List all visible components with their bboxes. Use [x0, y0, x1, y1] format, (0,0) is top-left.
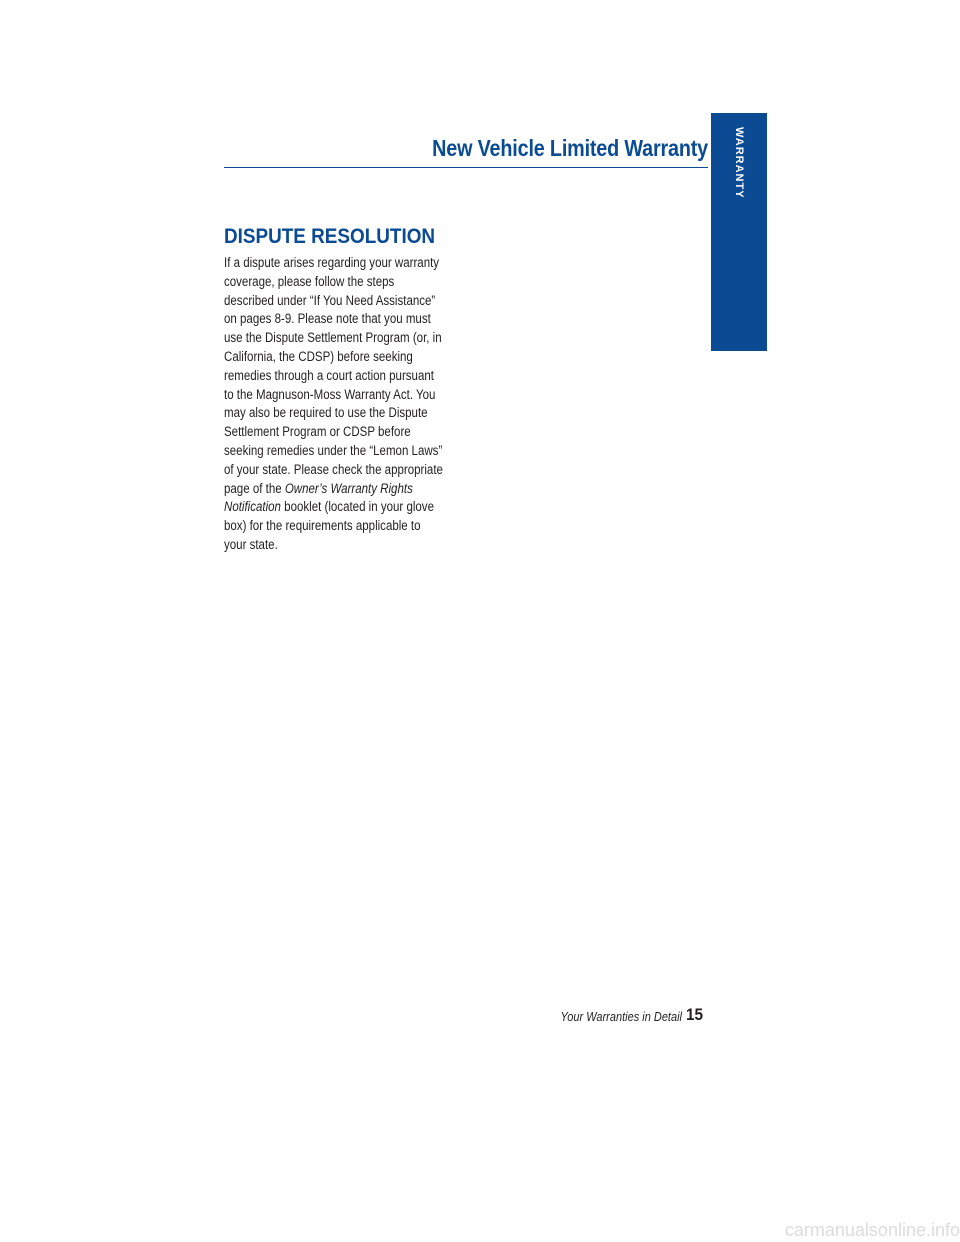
- page-header-title: New Vehicle Limited Warranty: [432, 135, 708, 161]
- watermark: carmanualsonline.info: [784, 1220, 960, 1240]
- body-line-prefix: page of the: [224, 480, 285, 496]
- body-line: seeking remedies under the “Lemon Laws”: [224, 442, 443, 458]
- page-number: 15: [686, 1005, 704, 1024]
- body-line-suffix: booklet (located in your glove: [280, 499, 434, 515]
- header-divider: [224, 167, 708, 168]
- booklet-title-part2: Notification: [224, 499, 281, 515]
- body-line: Settlement Program or CDSP before: [224, 424, 411, 440]
- body-line: If a dispute arises regarding your warranty: [224, 255, 440, 270]
- booklet-title-part1: Owner’s Warranty Rights: [284, 480, 413, 496]
- body-line: California, the CDSP) before seeking: [224, 348, 413, 364]
- section-side-tab: [711, 113, 767, 351]
- body-line: described under “If You Need Assistance”: [224, 292, 436, 308]
- section-heading: DISPUTE RESOLUTION: [224, 225, 436, 248]
- body-line: your state.: [224, 536, 278, 552]
- body-line: remedies through a court action pursuant: [224, 367, 434, 383]
- section-body: [224, 254, 482, 555]
- body-line: on pages 8-9. Please note that you must: [224, 311, 431, 327]
- body-line: of your state. Please check the appropriate: [224, 461, 443, 477]
- side-tab-label: WARRANTY: [733, 127, 745, 199]
- footer-section-label: Your Warranties in Detail: [560, 1010, 682, 1024]
- body-line: [224, 480, 446, 499]
- body-line: box) for the requirements applicable to: [224, 518, 421, 534]
- body-line: coverage, please follow the steps: [224, 273, 395, 289]
- body-line: may also be required to use the Dispute: [224, 405, 428, 421]
- body-line: [224, 498, 446, 517]
- body-line: to the Magnuson-Moss Warranty Act. You: [224, 386, 436, 402]
- body-line: use the Dispute Settlement Program (or, in: [224, 330, 442, 346]
